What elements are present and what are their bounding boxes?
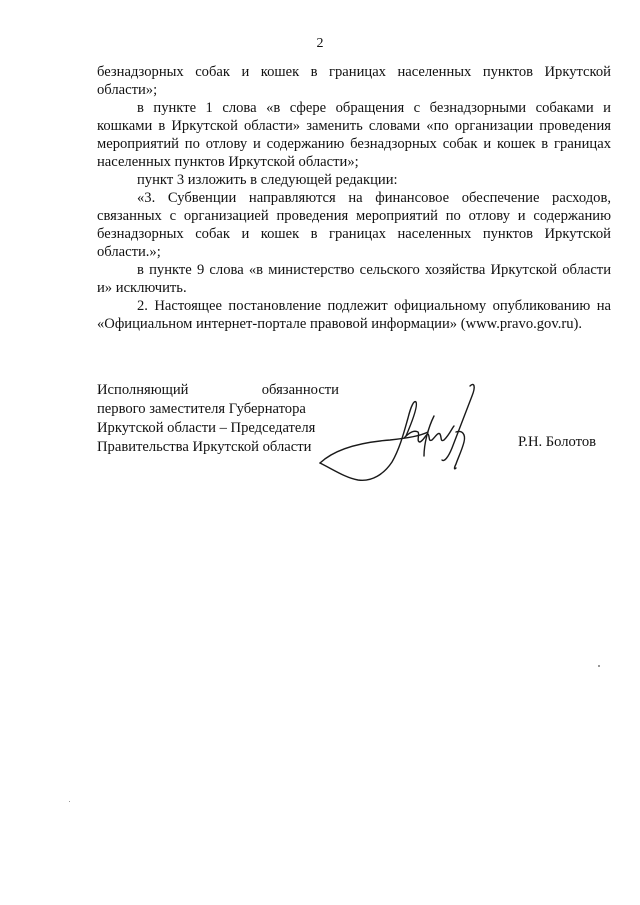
paragraph-3: пункт 3 изложить в следующей редакции: (137, 172, 398, 188)
signatory-name: Р.Н. Болотов (518, 434, 597, 450)
handwritten-signature (316, 378, 486, 490)
signatory-title-line-2: первого заместителя Губернатора (97, 401, 306, 417)
scan-speck (69, 801, 70, 802)
signatory-title-line-3: Иркутской области – Председателя (97, 420, 316, 436)
paragraph-1: безнадзорных собак и кошек в границах населенных пунктов Иркутской области»; (97, 64, 611, 98)
paragraph-4: «3. Субвенции направляются на финансовое обеспечение расходов, связанных с организацией проведения мероприятий по отлову и содержанию безнадзорных собак и кошек в границах населенных пунктов Иркутской области.»; (97, 190, 611, 260)
paragraph-6: 2. Настоящее постановление подлежит официальному опубликованию на «Официальном интернет-портале правовой информации» (www.pravo.gov.ru). (97, 298, 611, 332)
signatory-title-word-2: обязанности (261, 382, 339, 398)
page-number: 2 (316, 36, 324, 51)
signatory-title-line-1 (97, 381, 339, 400)
paragraph-5: в пункте 9 слова «в министерство сельского хозяйства Иркутской области и» исключить. (97, 262, 611, 296)
scan-speck (598, 665, 600, 667)
signatory-title-word-1: Исполняющий (97, 382, 189, 398)
signatory-title-line-4: Правительства Иркутской области (97, 439, 312, 455)
signatory-title (97, 381, 339, 457)
document-body (97, 63, 611, 333)
paragraph-2: в пункте 1 слова «в сфере обращения с безнадзорными собаками и кошками в Иркутской области» заменить словами «по организации проведения мероприятий по отлову и содержанию безнадзорных собак и кошек в границах населенных пунктов Иркутской области»; (97, 100, 611, 170)
